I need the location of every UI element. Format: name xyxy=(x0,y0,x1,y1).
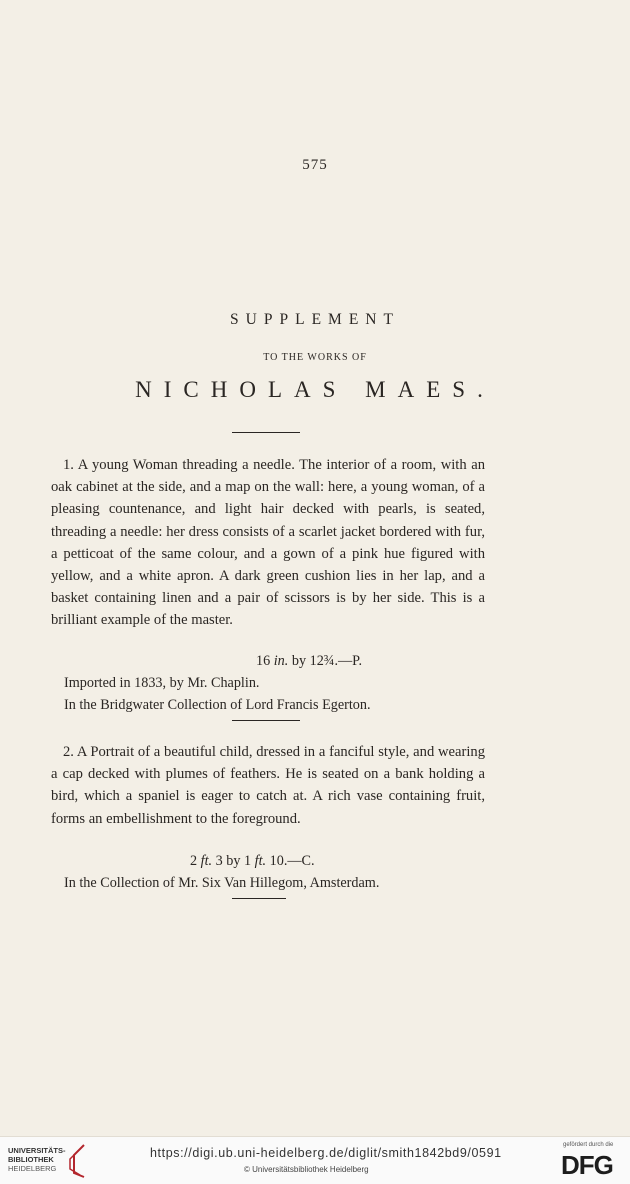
divider xyxy=(232,720,300,721)
library-name[interactable]: UNIVERSITÄTS- BIBLIOTHEK HEIDELBERG xyxy=(8,1146,66,1173)
entry-1-description: 1. A young Woman threading a needle. The interior of a room, with an oak cabinet at the side, and a map on the wall: here, a young woman, of a pleasing countenance, and light hair decked with pearls, is seated, threading a needle: her dress consists of a scarlet jacket bordered with fur, a petticoat of the same colour, and a gown of a pink hue figured with yellow, and a white apron. A dark green cushion lies in her lap, and a basket containing linen and a pair of scissors is by her side. This is a brilliant example of the master. xyxy=(51,457,485,629)
page-number: 575 xyxy=(302,157,328,173)
dims-value: by 12 xyxy=(288,653,324,669)
entry-1-dimensions xyxy=(256,653,362,670)
dfg-logo[interactable]: DFG xyxy=(561,1150,613,1180)
dims-unit: in. xyxy=(273,653,289,669)
footer-bar xyxy=(0,1136,630,1184)
entry-2-collection: In the Collection of Mr. Six Van Hillegom, Amsterdam. xyxy=(64,875,380,891)
divider xyxy=(232,898,286,899)
entry-1-import-note: Imported in 1833, by Mr. Chaplin. xyxy=(64,675,260,691)
copyright-text: © Universitätsbibliothek Heidelberg xyxy=(244,1165,369,1174)
dims-end: 10.—C. xyxy=(266,853,315,869)
funded-by-label: gefördert durch die xyxy=(563,1142,614,1148)
dims-fraction: ¾ xyxy=(323,653,335,669)
library-logo-icon[interactable] xyxy=(66,1143,88,1179)
entry-2-description: 2. A Portrait of a beautiful child, dressed in a fanciful style, and wearing a cap decked with plumes of feathers. He is seated on a bank holding a bird, which a spaniel is eager to catch at. A rich vase containing fruit, forms an embellishment to the foreground. xyxy=(51,744,485,827)
entry-2-dimensions xyxy=(190,853,315,870)
dims-unit: ft. xyxy=(254,853,267,869)
dims-value: 16 xyxy=(256,653,271,669)
permalink-url[interactable]: https://digi.ub.uni-heidelberg.de/diglit/smith1842bd9/0591 xyxy=(150,1146,502,1160)
supplement-heading: SUPPLEMENT xyxy=(230,311,400,328)
dims-end: .—P. xyxy=(334,653,363,669)
page-title: NICHOLAS MAES. xyxy=(135,377,495,402)
dims-unit: ft. xyxy=(200,853,213,869)
dims-value: 3 by 1 xyxy=(212,853,255,869)
divider xyxy=(232,432,300,433)
subtitle: TO THE WORKS OF xyxy=(263,352,367,363)
dims-value: 2 xyxy=(190,853,198,869)
entry-1-collection: In the Bridgwater Collection of Lord Francis Egerton. xyxy=(64,697,371,713)
